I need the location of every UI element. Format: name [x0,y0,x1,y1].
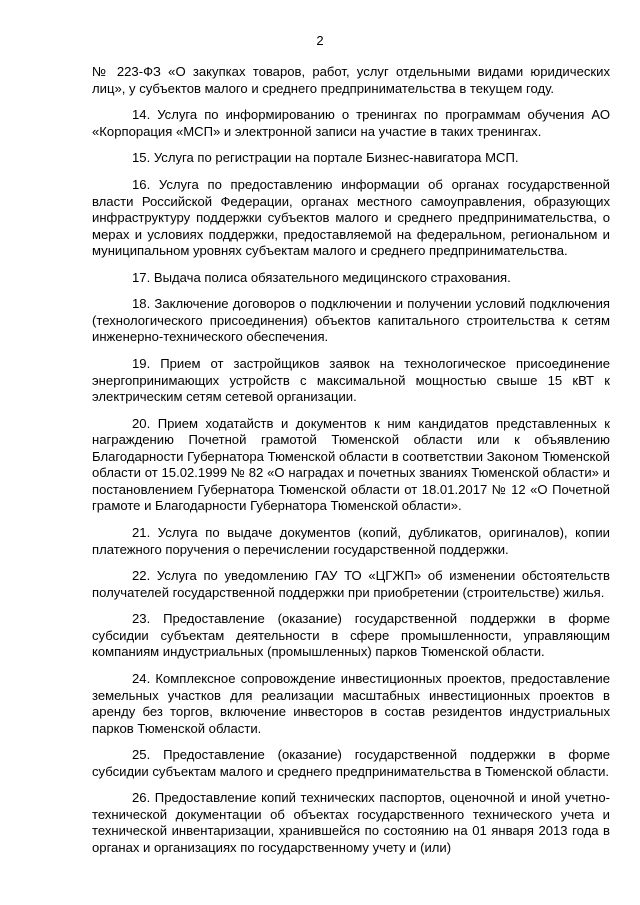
paragraph-item-22: 22. Услуга по уведомлению ГАУ ТО «ЦГЖП» об изменении обстоятельств получателей государственной поддержки при приобретении (строительстве) жилья. [92,568,610,600]
paragraph-item-15: 15. Услуга по регистрации на портале Бизнес-навигатора МСП. [132,150,519,166]
paragraph-item-23: 23. Предоставление (оказание) государственной поддержки в форме субсидии субъектам деятельности в сфере промышленности, управляющим компаниям индустриальных (промышленных) парков Тюменской области. [92,611,610,660]
paragraph-item-21: 21. Услуга по выдаче документов (копий, дубликатов, оригиналов), копии платежного поручения о перечислении государственной поддержки. [92,525,610,557]
page-number: 2 [316,33,324,48]
paragraph-item-19: 19. Прием от застройщиков заявок на технологическое присоединение энергопринимающих устройств с максимальной мощностью свыше 15 кВТ к электрическим сетям сетевой организации. [92,356,610,405]
paragraph-item-20: 20. Прием ходатайств и документов к ним кандидатов представленных к награждению Почетной грамотой Тюменской области или к объявлению Благодарности Губернатора Тюменской области в соответствии Законом Тюменской области от 15.02.1999 № 82 «О наградах и почетных званиях Тюменской области» и постановлением Губернатора Тюменской области от 18.01.2017 № 12 «О Почетной грамоте и Благодарности Губернатора Тюменской области». [92,415,610,514]
document-body [92,64,610,867]
paragraph-item-24: 24. Комплексное сопровождение инвестиционных проектов, предоставление земельных участков для реализации масштабных инвестиционных проектов в аренду без торгов, включение инвесторов в состав резидентов индустриальных парков Тюменской области. [92,671,610,736]
paragraph-item-26: 26. Предоставление копий технических паспортов, оценочной и иной учетно-технической документации об объектах государственного технического учета и технической инвентаризации, хранившейся по состоянию на 01 января 2013 года в органах и организациях по государственному учету и (или) [92,790,610,855]
paragraph-item-14: 14. Услуга по информированию о тренингах по программам обучения АО «Корпорация «МСП» и электронной записи на участие в таких тренингах. [92,107,610,139]
paragraph-item-25: 25. Предоставление (оказание) государственной поддержки в форме субсидии субъектам малого и среднего предпринимательства в Тюменской области. [92,747,610,779]
paragraph-continuation: № 223-ФЗ «О закупках товаров, работ, услуг отдельными видами юридических лиц», у субъектов малого и среднего предпринимательства в текущем году. [92,64,610,96]
paragraph-item-18: 18. Заключение договоров о подключении и получении условий подключения (технологического присоединения) объектов капитального строительства к сетям инженерно-технического обеспечения. [92,296,610,345]
paragraph-item-16: 16. Услуга по предоставлению информации об органах государственной власти Российской Федерации, органах местного самоуправления, образующих инфраструктуру поддержки субъектов малого и среднего предпринимательства, о мерах и условиях поддержки, предоставляемой на федеральном, региональном и муниципальном уровнях субъектам малого и среднего предпринимательства. [92,177,610,259]
paragraph-item-17: 17. Выдача полиса обязательного медицинского страхования. [132,269,511,285]
